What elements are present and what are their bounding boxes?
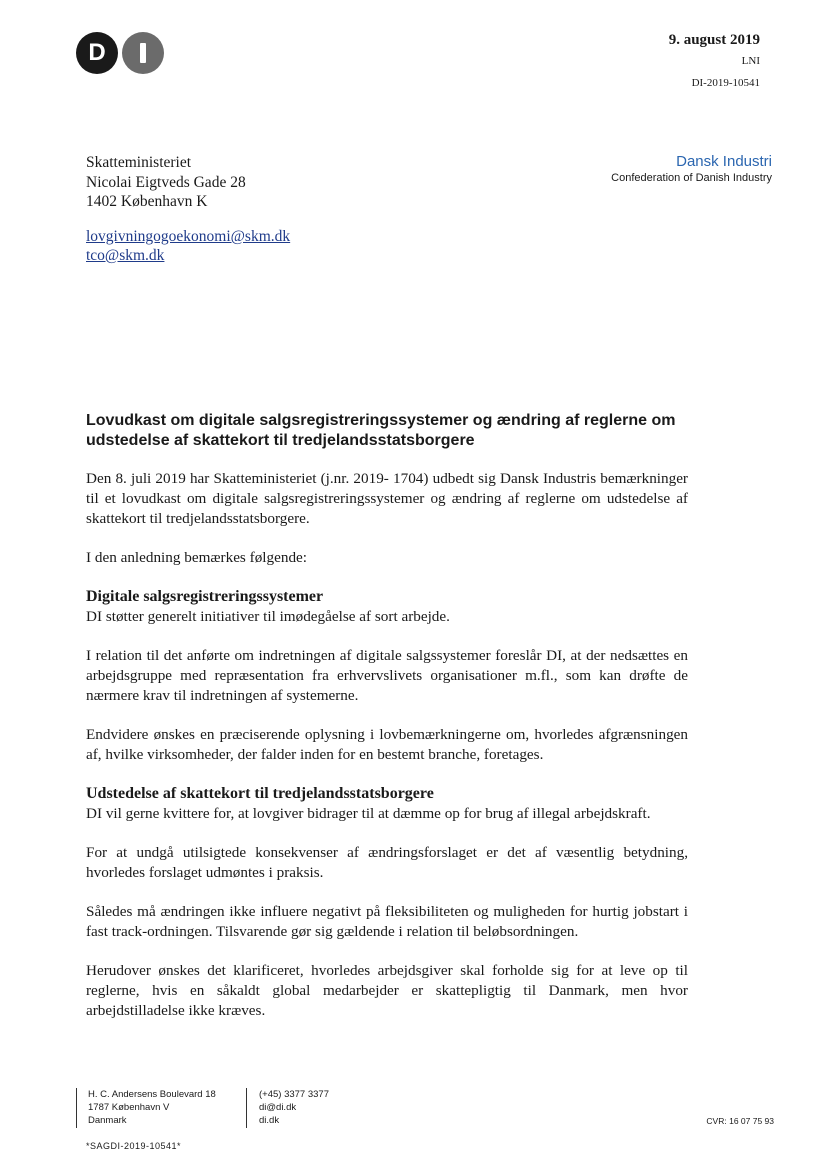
section-heading: Udstedelse af skattekort til tredjelandsstatsborgere [86, 785, 434, 802]
org-block [611, 153, 772, 184]
org-subtitle: Confederation of Danish Industry [611, 172, 772, 184]
paragraph: I relation til det anførte om indretningen af digitale salgssystemer foreslår DI, at der nedsættes en arbejdsgruppe med repræsentation fra erhvervslivets organisationer m.fl., som kan drøfte de nærmere krav til indretningen af systemerne. [86, 647, 688, 704]
footer-address [76, 1088, 216, 1128]
org-name: Dansk Industri [676, 153, 772, 170]
letter-subject: Lovudkast om digitale salgsregistreringssystemer og ændring af reglerne om udstedelse af skattekort til tredjelandsstatsborgere [86, 412, 676, 449]
footer-address-line: Danmark [88, 1115, 127, 1126]
logo-i-circle [122, 32, 164, 74]
paragraph: Herudover ønskes det klarificeret, hvorledes arbejdsgiver skal forholde sig for at leve op til reglerne, hvis en såkaldt global medarbejder er skattepligtig til Danmark, men hvor arbejdstilladelse ikke kræves. [86, 962, 688, 1019]
paragraph: Endvidere ønskes en præciserende oplysning i lovbemærkningerne om, hvorledes afgrænsningen af, hvilke virksomheder, der falder inden for en bestemt branche, foretages. [86, 726, 688, 763]
email-link[interactable]: lovgivningogoekonomi@skm.dk [86, 228, 291, 245]
paragraph: Den 8. juli 2019 har Skatteministeriet (j.nr. 2019- 1704) udbedt sig Dansk Industris bemærkninger til et lovudkast om digitale salgsregistreringssystemer og ændring af reglerne om udstedelse af skattekort til tredjelandsstatsborgere. [86, 470, 688, 527]
logo-i-bar [140, 43, 146, 63]
footer-website: di.dk [259, 1115, 280, 1126]
letter-date: 9. august 2019 [668, 32, 760, 48]
footer-phone: (+45) 3377 3377 [259, 1089, 329, 1100]
footer-address-line: H. C. Andersens Boulevard 18 [88, 1089, 216, 1100]
logo-d-circle: D [76, 32, 118, 74]
case-reference: DI-2019-10541 [691, 77, 760, 89]
paragraph: Således må ændringen ikke influere negativt på fleksibiliteten og muligheden for hurtig jobstart i fast track-ordningen. Tilsvarende gør sig gældende i relation til beløbsordningen. [86, 903, 688, 940]
recipient-street: Nicolai Eigtveds Gade 28 [86, 173, 246, 191]
footer-cvr: CVR: 16 07 75 93 [706, 1116, 774, 1126]
paragraph: DI støtter generelt initiativer til imødegåelse af sort arbejde. [86, 608, 450, 625]
recipient-city: 1402 København K [86, 193, 208, 210]
recipient-emails [86, 227, 290, 265]
recipient-name: Skatteministeriet [86, 154, 192, 171]
email-link[interactable]: tco@skm.dk [86, 247, 165, 264]
recipient-address [86, 153, 246, 212]
paragraph: DI vil gerne kvittere for, at lovgiver bidrager til at dæmme op for brug af illegal arbejdskraft. [86, 805, 651, 822]
letter-body [86, 469, 688, 1040]
paragraph: I den anledning bemærkes følgende: [86, 549, 307, 566]
footer-email: di@di.dk [259, 1102, 297, 1113]
author-initials: LNI [741, 55, 760, 67]
footer-address-line: 1787 København V [88, 1102, 170, 1113]
paragraph: For at undgå utilsigtede konsekvenser af ændringsforslaget er det af væsentlig betydning, hvorledes forslaget udmøntes i praksis. [86, 844, 688, 881]
document-barcode: *SAGDI-2019-10541* [86, 1141, 182, 1151]
footer-contact [246, 1088, 329, 1128]
di-logo [76, 32, 164, 74]
section-heading: Digitale salgsregistreringssystemer [86, 588, 324, 605]
